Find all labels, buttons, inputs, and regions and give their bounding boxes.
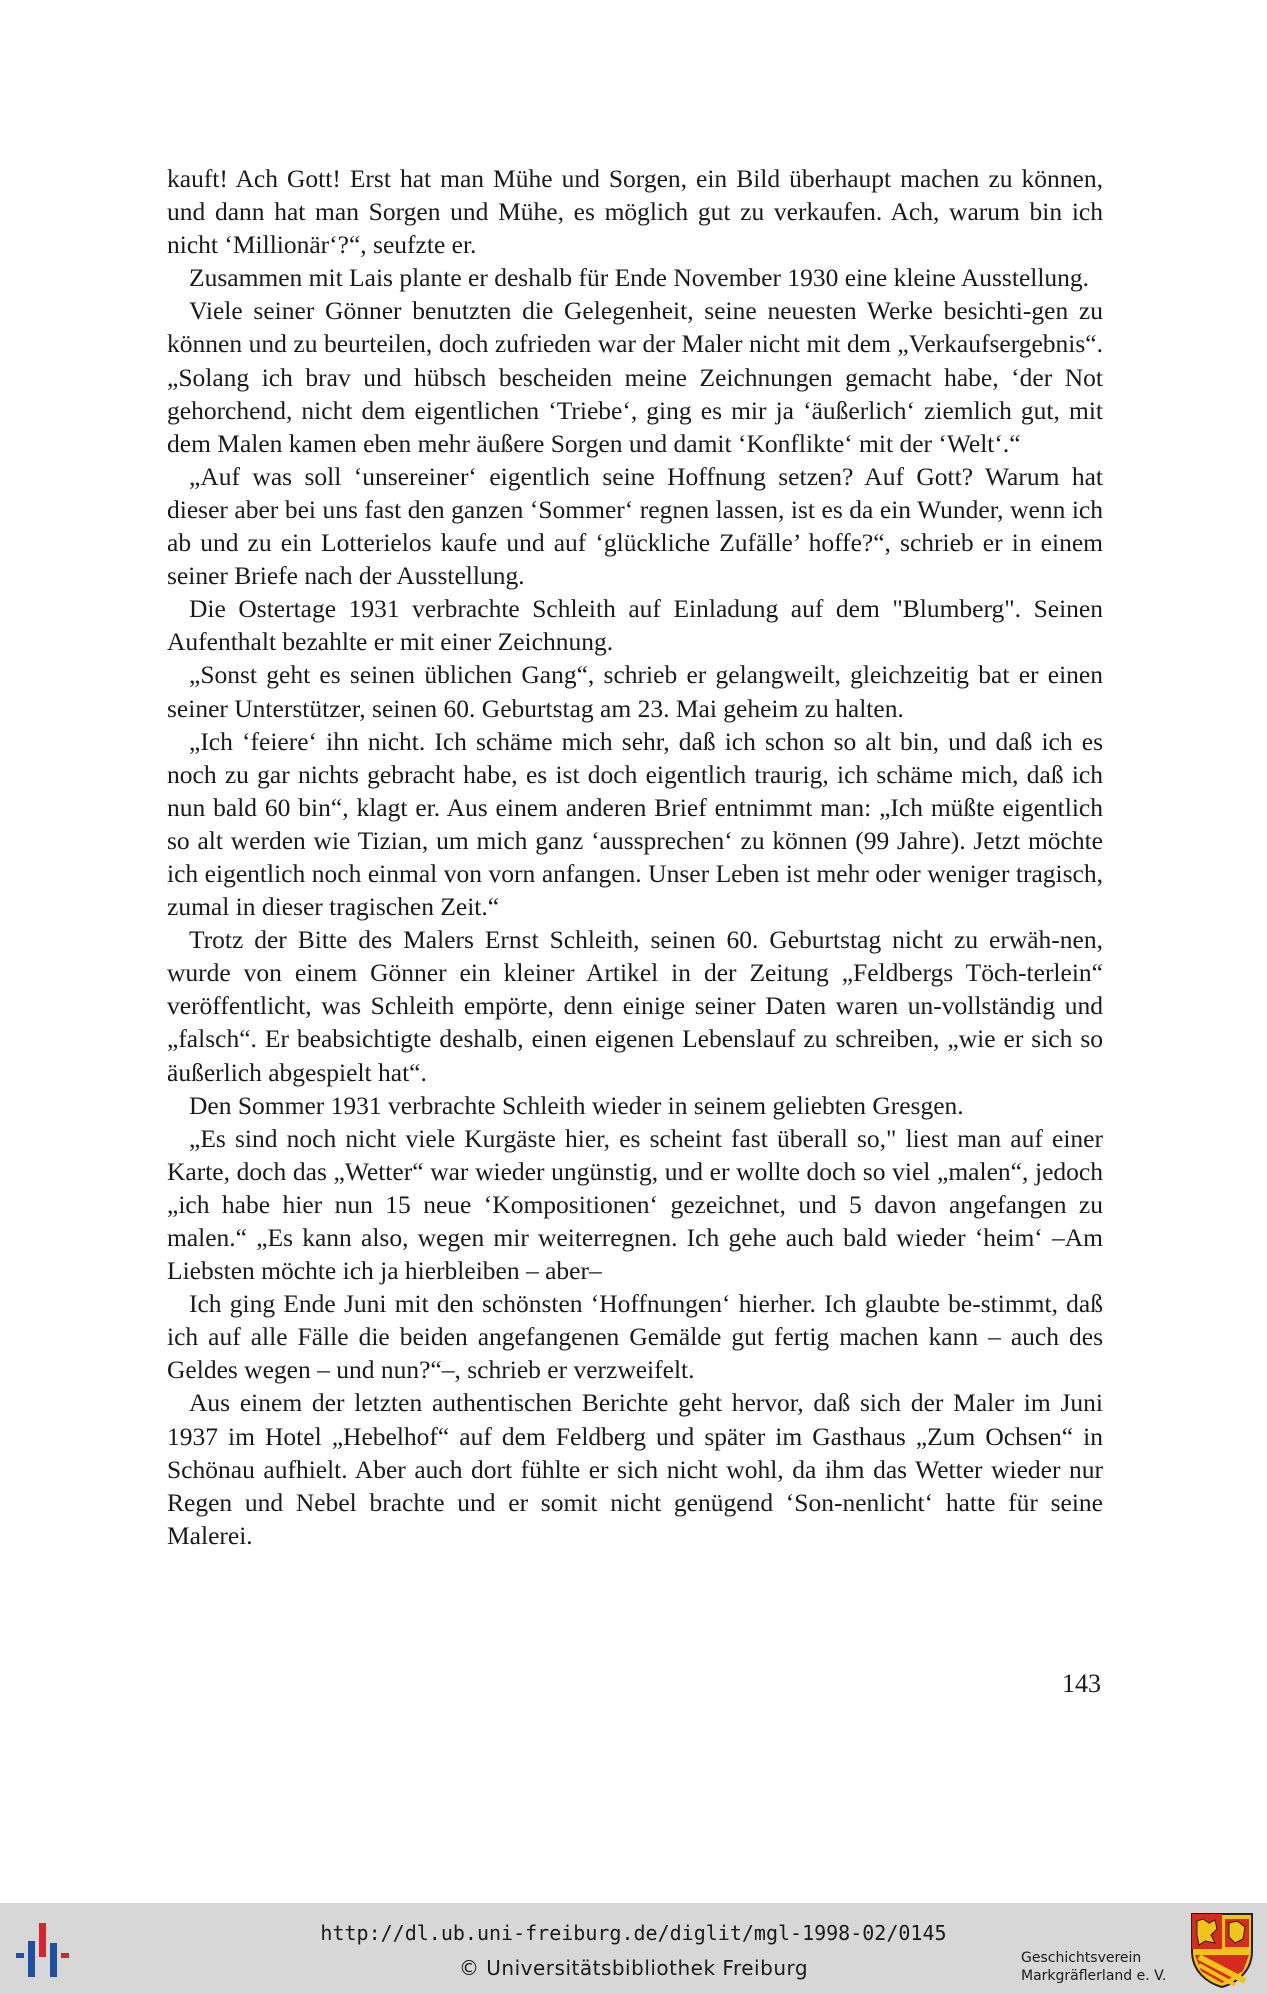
paragraph: kauft! Ach Gott! Erst hat man Mühe und Sorgen, ein Bild überhaupt machen zu können, und dann hat man Sorgen und Mühe, es möglich gut zu verkaufen. Ach, warum bin ich nicht ‘Millionär‘?“, seufzte er. xyxy=(167,164,1103,260)
paragraph: Trotz der Bitte des Malers Ernst Schleith, seinen 60. Geburtstag nicht zu erwäh-nen, wurde von einem Gönner ein kleiner Artikel in der Zeitung „Feldbergs Töch-terlein“ veröffentlicht, was Schleith empörte, denn einige seiner Daten waren un-vollständig und „falsch“. Er beabsichtigte deshalb, einen eigenen Lebenslauf zu schreiben, „wie er sich so äußerlich abgespielt hat“. xyxy=(167,925,1103,1087)
paragraph: Ich ging Ende Juni mit den schönsten ‘Hoffnungen‘ hierher. Ich glaubte be-stimmt, daß ich auf alle Fälle die beiden angefangenen Gemälde gut fertig machen kann – auch des Geldes wegen – und nun?“–, schrieb er verzweifelt. xyxy=(167,1289,1103,1385)
paragraph: Aus einem der letzten authentischen Berichte geht hervor, daß sich der Maler im Juni 1937 im Hotel „Hebelhof“ auf dem Feldberg und später im Gasthaus „Zum Ochsen“ in Schönau aufhielt. Aber auch dort fühlte er sich nicht wohl, da ihm das Wetter wieder nur Regen und Nebel brachte und er somit nicht genügend ‘Son-nenlicht‘ hatte für seine Malerei. xyxy=(167,1388,1103,1550)
paragraph: Den Sommer 1931 verbrachte Schleith wieder in seinem geliebten Gresgen. xyxy=(189,1090,964,1120)
paragraph: „Es sind noch nicht viele Kurgäste hier, es scheint fast überall so," liest man auf einer Karte, doch das „Wetter“ war wieder ungünstig, und er wollte doch so viel „malen“, jedoch „ich habe hier nun 15 neue ‘Kompositionen‘ gezeichnet, und 5 davon angefangen zu malen.“ „Es kann also, wegen mir weiterregnen. Ich gehe auch bald wieder ‘heim‘ –Am Liebsten möchte ich ja hierbleiben – aber– xyxy=(167,1123,1103,1286)
paragraph: Die Ostertage 1931 verbrachte Schleith auf Einladung auf dem "Blumberg". Seinen Aufenthalt bezahlte er mit einer Zeichnung. xyxy=(167,594,1103,657)
paragraph: „Ich ‘feiere‘ ihn nicht. Ich schäme mich sehr, daß ich schon so alt bin, und daß ich es noch zu gar nichts gebracht habe, es ist doch eigentlich traurig, ich schäme mich, daß ich nun bald 60 bin“, klagt er. Aus einem anderen Brief entnimmt man: „Ich müßte eigentlich so alt werden wie Tizian, um mich ganz ‘aussprechen‘ zu können (99 Jahre). Jetzt möchte ich eigentlich noch einmal von vorn anfangen. Unser Leben ist mehr oder weniger tragisch, zumal in dieser tragischen Zeit.“ xyxy=(167,726,1103,922)
permalink-url[interactable]: http://dl.ub.uni-freiburg.de/diglit/mgl-1998-02/0145 xyxy=(320,1921,947,1945)
footer-bar xyxy=(0,1903,1267,1994)
paragraph: „Sonst geht es seinen üblichen Gang“, schrieb er gelangweilt, gleichzeitig bat er einen seiner Unterstützer, seinen 60. Geburtstag am 23. Mai geheim zu halten. xyxy=(167,660,1103,723)
society-name xyxy=(1021,1949,1181,1985)
body-text xyxy=(167,162,1103,1552)
society-name-line2: Markgräflerland e. V. xyxy=(1021,1968,1167,1984)
society-name-line1: Geschichtsverein xyxy=(1021,1950,1142,1966)
paragraph: Zusammen mit Lais plante er deshalb für Ende November 1930 eine kleine Ausstellung. xyxy=(189,263,1090,293)
page-number: 143 xyxy=(1062,1669,1101,1698)
coat-of-arms-icon xyxy=(1189,1911,1255,1989)
paragraph: „Auf was soll ‘unsereiner‘ eigentlich seine Hoffnung setzen? Auf Gott? Warum hat dieser aber bei uns fast den ganzen ‘Sommer‘ regnen lassen, ist es da ein Wunder, wenn ich ab und zu ein Lotterielos kaufe und auf ‘glückliche Zufälle’ hoffe?“, schrieb er in einem seiner Briefe nach der Ausstellung. xyxy=(167,461,1103,591)
copyright-notice: © Universitätsbibliothek Freiburg xyxy=(458,1956,809,1980)
paragraph: Viele seiner Gönner benutzten die Gelegenheit, seine neuesten Werke besichti-gen zu können und zu beurteilen, doch zufrieden war der Maler nicht mit dem „Verkaufsergebnis“. „Solang ich brav und hübsch bescheiden meine Zeichnungen gemacht habe, ‘der Not gehorchend, nicht dem eigentlichen ‘Triebe‘, ging es mir ja ‘äußerlich‘ ziemlich gut, mit dem Malen kamen eben mehr äußere Sorgen und damit ‘Konflikte‘ mit der ‘Welt‘.“ xyxy=(167,296,1103,458)
